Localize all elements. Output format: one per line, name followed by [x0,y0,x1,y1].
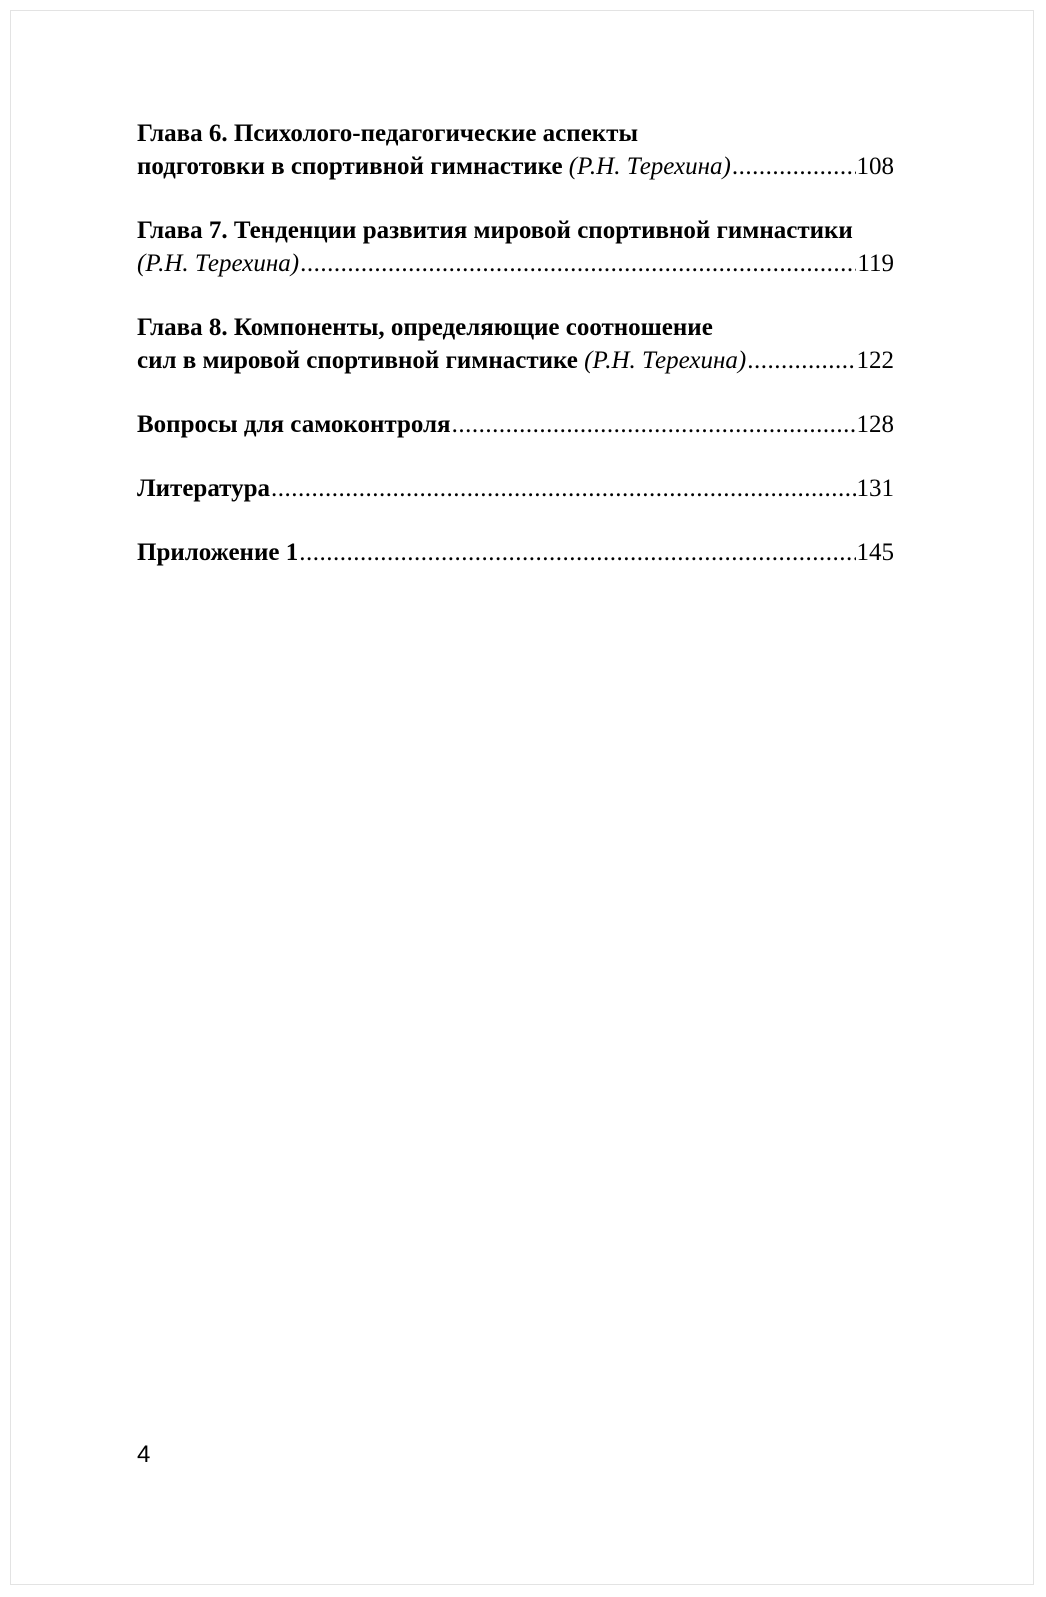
toc-entry-questions [137,408,894,441]
chapter-7-leader-line [137,247,894,280]
chapter-7-title: Глава 7. Тенденции развития мировой спортивной гимнастики [137,217,853,244]
chapter-6-leader-line [137,150,894,183]
questions-page-number: 128 [856,411,894,438]
appendix-1-page-number: 145 [856,539,894,566]
chapter-6-title-line-1: Глава 6. Психолого-педагогические аспекты [137,120,638,147]
toc-entry-appendix-1 [137,536,894,569]
chapter-7-page-number: 119 [857,250,894,277]
chapter-7-author: (Р.Н. Терехина) [137,250,300,277]
chapter-8-author: (Р.Н. Терехина) [584,347,747,374]
dot-leader [299,536,855,569]
questions-leader-line [137,408,894,441]
appendix-1-title: Приложение 1 [137,539,299,566]
dot-leader [452,408,856,441]
toc-entry-literature [137,472,894,505]
appendix-1-leader-line [137,536,894,569]
chapter-8-page-number: 122 [856,347,894,374]
chapter-8-leader-line [137,344,894,377]
dot-leader [271,472,855,505]
dot-leader [747,344,855,377]
toc-entry-chapter-6 [137,117,894,183]
literature-leader-line [137,472,894,505]
chapter-8-title-line-1: Глава 8. Компоненты, определяющие соотношение [137,314,713,341]
chapter-8-title-line-2: сил в мировой спортивной гимнастике [137,347,578,374]
toc-entry-chapter-8 [137,311,894,377]
dot-leader [300,247,856,280]
chapter-6-title-line-2: подготовки в спортивной гимнастике [137,153,563,180]
questions-title: Вопросы для самоконтроля [137,411,451,438]
table-of-contents [137,117,894,569]
chapter-6-author: (Р.Н. Терехина) [568,153,731,180]
chapter-6-page-number: 108 [856,153,894,180]
toc-entry-chapter-7 [137,214,894,280]
literature-page-number: 131 [856,475,894,502]
dot-leader [732,150,856,183]
literature-title: Литература [137,475,271,502]
page-number-folio: 4 [137,1441,151,1468]
